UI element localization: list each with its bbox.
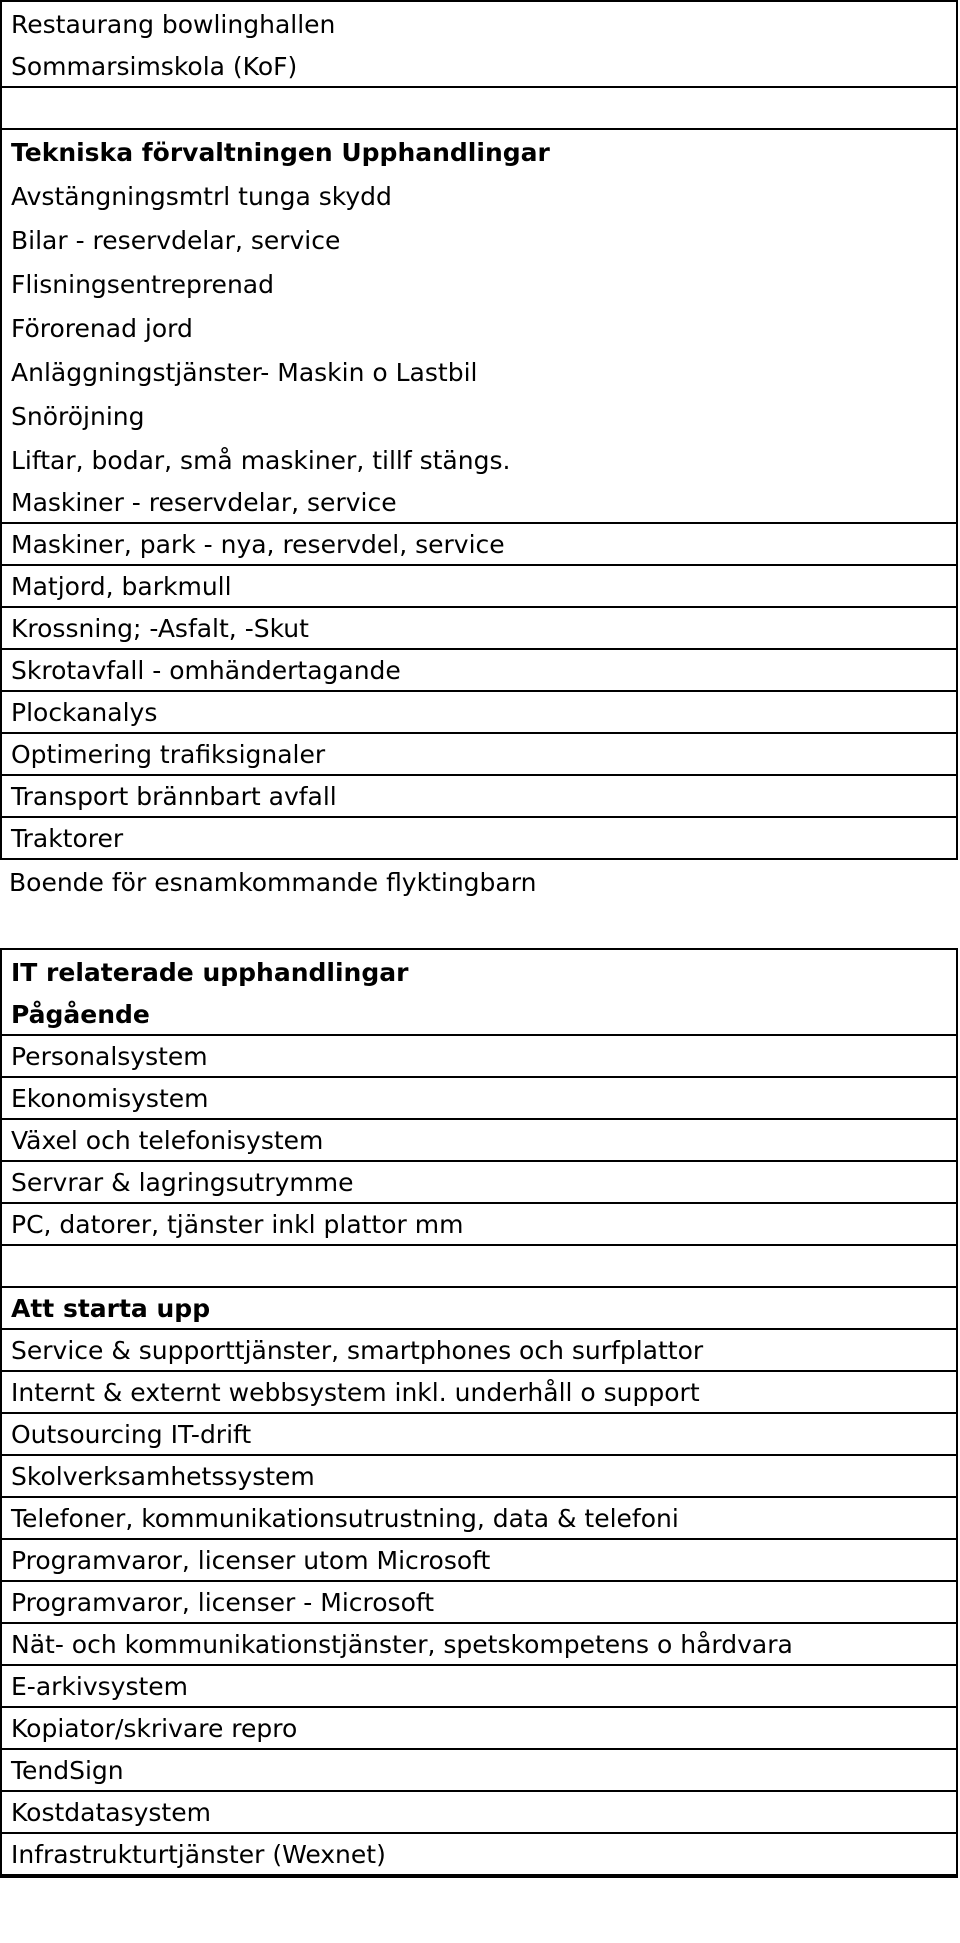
subheading-to-start: Att starta upp <box>2 1288 956 1330</box>
table-row: Programvaror, licenser utom Microsoft <box>2 1540 956 1582</box>
section-heading: Tekniska förvaltningen Upphandlingar <box>11 137 550 167</box>
empty-row <box>2 88 956 130</box>
table-row: Plockanalys <box>2 692 956 734</box>
table-row: Programvaror, licenser - Microsoft <box>2 1582 956 1624</box>
table-row: Boende för esnamkommande flyktingbarn <box>9 867 537 897</box>
table-row: Internt & externt webbsystem inkl. underhåll o support <box>2 1372 956 1414</box>
subheading-ongoing: Pågående <box>2 994 956 1036</box>
table-row: Infrastrukturtjänster (Wexnet) <box>2 1834 956 1876</box>
table-row: Flisningsentreprenad <box>11 269 274 299</box>
table-row: Outsourcing IT-drift <box>2 1414 956 1456</box>
table-row: Optimering trafiksignaler <box>2 734 956 776</box>
table-row: Liftar, bodar, små maskiner, tillf stängs. <box>11 445 511 475</box>
table-row: Skolverksamhetssystem <box>2 1456 956 1498</box>
table-row: Kopiator/skrivare repro <box>2 1708 956 1750</box>
table-row: Bilar - reservdelar, service <box>11 225 341 255</box>
table-row: Maskiner - reservdelar, service <box>2 482 956 524</box>
table-row: Skrotavfall - omhändertagande <box>2 650 956 692</box>
table-row: Sommarsimskola (KoF) <box>2 46 956 88</box>
table-row: Transport brännbart avfall <box>2 776 956 818</box>
table-row: Traktorer <box>2 818 956 860</box>
table-row: Växel och telefonisystem <box>2 1120 956 1162</box>
table-row: Snöröjning <box>11 401 145 431</box>
table-row: Krossning; -Asfalt, -Skut <box>2 608 956 650</box>
table-row: Restaurang bowlinghallen <box>11 9 336 39</box>
table-row: PC, datorer, tjänster inkl plattor mm <box>2 1204 956 1246</box>
empty-row <box>2 1246 956 1288</box>
table-row: Matjord, barkmull <box>2 566 956 608</box>
table-row: Kostdatasystem <box>2 1792 956 1834</box>
table-row: Anläggningstjänster- Maskin o Lastbil <box>11 357 478 387</box>
table-row: Nät- och kommunikationstjänster, spetskompetens o hårdvara <box>2 1624 956 1666</box>
section-heading: IT relaterade upphandlingar <box>11 957 409 987</box>
table-row: Servrar & lagringsutrymme <box>2 1162 956 1204</box>
table-row: TendSign <box>2 1750 956 1792</box>
section-block-2 <box>0 948 958 1878</box>
table-row: Förorenad jord <box>11 313 193 343</box>
table-row: E-arkivsystem <box>2 1666 956 1708</box>
table-row: Maskiner, park - nya, reservdel, service <box>2 524 956 566</box>
table-row: Service & supporttjänster, smartphones och surfplattor <box>2 1330 956 1372</box>
table-row: Ekonomisystem <box>2 1078 956 1120</box>
section-block-1 <box>0 0 958 860</box>
table-row: Avstängningsmtrl tunga skydd <box>11 181 392 211</box>
table-row: Telefoner, kommunikationsutrustning, data & telefoni <box>2 1498 956 1540</box>
spacer <box>0 904 958 948</box>
table-row: Personalsystem <box>2 1036 956 1078</box>
